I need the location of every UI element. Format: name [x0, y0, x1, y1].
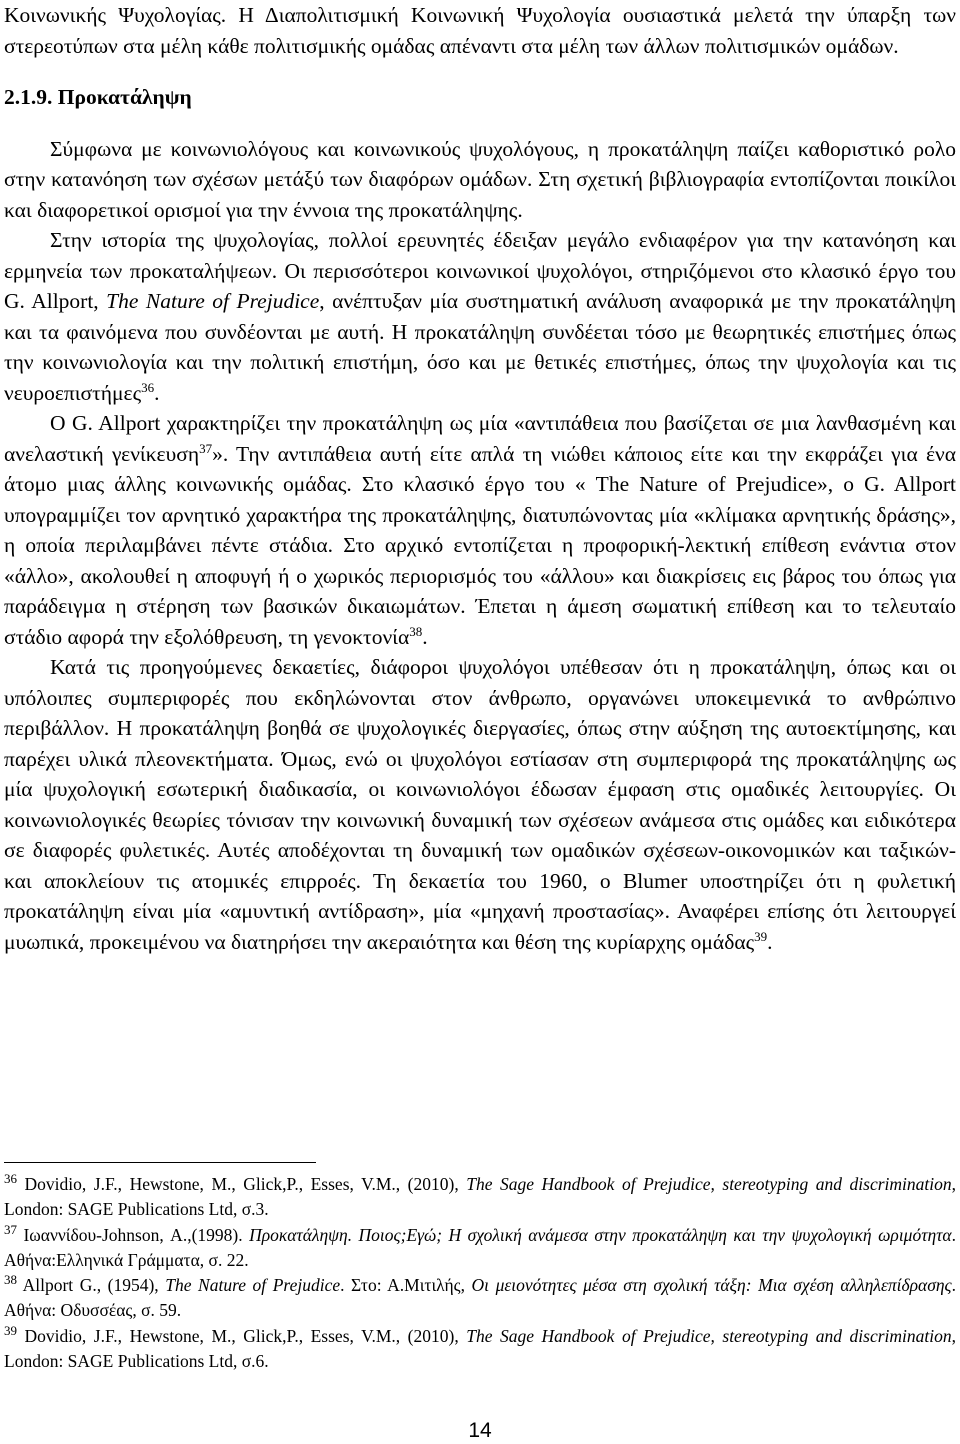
- paragraph-4: [4, 652, 956, 957]
- paragraph-1: Σύμφωνα με κοινωνιολόγους και κοινωνικούς ψυχολόγους, η προκατάληψη παίζει καθοριστικό ρολο στην κατανόηση των σχέσων μετάξύ των διαφόρων ομάδων. Στη σχετική βιβλιογραφία εντοπίζονται ποικίλοι και διαφορετικοί ορισμοί για την έννοια της προκατάληψης.: [4, 136, 956, 222]
- footnote-ref-37[interactable]: 37: [199, 440, 213, 456]
- page-number: 14: [468, 1419, 492, 1442]
- paragraph-end: .: [422, 624, 428, 649]
- footnote-36: [4, 1172, 956, 1223]
- footnote-authors: Dovidio, J.F., Hewstone, M., Glick,P., Esses, V.M., (2010),: [17, 1174, 467, 1194]
- footnote-number: 38: [4, 1272, 17, 1288]
- footnote-number: 37: [4, 1221, 17, 1237]
- paragraph-3-text: Ο G. Allport χαρακτηρίζει την προκατάληψη ως μία «αντιπάθεια που βασίζεται σε μια λανθασμένη και ανελαστική γενίκευση: [4, 411, 956, 466]
- footnote-separator: [4, 1162, 316, 1163]
- footnotes: [4, 1172, 956, 1374]
- body-text: [4, 0, 956, 957]
- footnote-publisher: , London: SAGE Publications Ltd, σ.6.: [4, 1325, 957, 1372]
- paragraph-3: [4, 408, 956, 652]
- footnote-title: Οι μειονότητες μέσα στη σχολική τάξη: Μια σχέση αλληλεπίδρασης: [471, 1275, 952, 1296]
- intro-paragraph: Κοινωνικής Ψυχολογίας. Η Διαπολιτισμική Κοινωνική Ψυχολογία ουσιαστικά μελετά την ύπαρξη των στερεοτύπων στα μέλη κάθε πολιτισμικής ομάδας απέναντι στα μέλη των άλλων πολιτισμικών ομάδων.: [4, 3, 956, 58]
- footnote-title: The Nature of Prejudice: [165, 1275, 341, 1296]
- paragraph-end: .: [767, 929, 773, 954]
- paragraph-2-text: , ανέπτυξαν μία συστηματική ανάλυση αναφορικά με την προκατάληψη και τα φαινόμενα που συνδέονται με αυτή. Η προκατάληψη συνδέεται τόσο με θεωρητικές επιστήμες όπως την κοινωνιολογία και την πολιτική επιστήμη, όσο και με θετικές επιστήμες, όπως την ψυχολογία και τις νευροεπιστήμες: [4, 289, 956, 405]
- footnote-title: Προκατάληψη. Ποιος;Εγώ; Η σχολική ανάμεσα στην προκατάληψη και την ψυχολογική ωριμότητα: [249, 1224, 952, 1245]
- footnote-38: [4, 1273, 956, 1324]
- footnote-authors: Allport G., (1954),: [17, 1275, 166, 1296]
- paragraph-2-text: Στην ιστορία της ψυχολογίας, πολλοί ερευνητές έδειξαν μεγάλο ενδιαφέρον για την κατανόηση και ερμηνεία των προκαταλήψεων. Οι περισσότεροι κοινωνικοί ψυχολόγοι, στηριζόμενοι στο κλασικό έργο του G. Allport,: [4, 228, 956, 313]
- footnote-publisher: . Αθήνα:Ελληνικά Γράμματα, σ. 22.: [4, 1224, 956, 1270]
- footnote-ref-38[interactable]: 38: [409, 623, 423, 639]
- footnote-publisher: . Αθήνα: Οδυσσέας, σ. 59.: [4, 1275, 957, 1321]
- section-heading: 2.1.9. Προκατάληψη: [4, 85, 192, 109]
- paragraph-4-text: Κατά τις προηγούμενες δεκαετίες, διάφοροι ψυχολόγοι υπέθεσαν ότι η προκατάληψη, όπως και οι υπόλοιπες συμπεριφορές που εκδηλώνονται στον άνθρωπο, οργανώνει υποκειμενικά το ανθρώπινο περιβάλλον. Η προκατάληψη βοηθά σε ψυχολογικές διεργασίες, όπως στην αύξηση της αυτοεκτίμησης, και παρέχει υλικά πλεονεκτήματα. Όμως, ενώ οι ψυχολόγοι εστίασαν στη συμπεριφορά της προκατάληψης ως μία ψυχολογική εσωτερική διαδικασία, οι κοινωνιολόγοι έδωσαν έμφαση στις ομαδικές λειτουργίες. Οι κοινωνιολογικές θεωρίες τόνισαν την κοινωνική δυναμική των σχέσεων ανάμεσα στις ομάδες και ειδικότερα σε διαφορές φυλετικές. Αυτές αποδέχονται τη δυναμική των ομαδικών σχέσεων-οικονομικών και ταξικών- και αποκλείουν τις ατομικές επιρροές. Τη δεκαετία του 1960, ο Blumer υποστηρίζει ότι η φυλετική προκατάληψη είναι μία «αμυντική αντίδραση», μία «μηχανή προστασίας». Αναφέρει επίσης ότι λειτουργεί μυωπικά, προκειμένου να διατηρήσει την ακεραιότητα και θέση της κυρίαρχης ομάδας: [4, 655, 956, 954]
- footnote-39: [4, 1324, 956, 1375]
- paragraph-end: .: [154, 380, 160, 405]
- paragraph-2: [4, 225, 956, 408]
- footnote-title: The Sage Handbook of Prejudice, stereotyping and discrimination: [466, 1325, 952, 1346]
- footnote-ref-36[interactable]: 36: [141, 379, 155, 395]
- footnote-publisher: , London: SAGE Publications Ltd, σ.3.: [4, 1174, 957, 1220]
- paragraph-3-text: ». Την αντιπάθεια αυτή είτε απλά τη νιώθει κάποιος είτε και την εκφράζει για ένα άτομο μιας άλλης κοινωνικής ομάδας. Στο κλασικό έργο του « The Nature of Prejudice», ο G. Allport υπογραμμίζει τον αρνητικό χαρακτήρα της προκατάληψης, διατυπώνοντας μία «κλίμακα αρνητικής δράσης», η οποία περιλαμβάνει πέντε στάδια. Στο αρχικό εντοπίζεται η προφορική-λεκτική επίθεση ενάντια στον «άλλο», ακολουθεί η αποφυγή ή ο χωρικός περιορισμός του «άλλου» και διακρίσεις εις βάρος του όπως για παράδειγμα η στέρηση των βασικών δικαιωμάτων. Έπεται η άμεση σωματική επίθεση και το τελευταίο στάδιο αφορά την εξολόθρευση, τη γενοκτονία: [4, 441, 956, 649]
- footnote-ref-39[interactable]: 39: [754, 928, 768, 944]
- footnote-authors: Ιωαννίδου-Johnson, Α.,(1998).: [17, 1224, 250, 1245]
- footnote-number: 39: [4, 1322, 17, 1338]
- footnote-title: The Sage Handbook of Prejudice, stereotyping and discrimination: [466, 1174, 952, 1194]
- footnote-authors: Dovidio, J.F., Hewstone, M., Glick,P., Esses, V.M., (2010),: [17, 1325, 467, 1346]
- footnote-37: [4, 1223, 956, 1274]
- footnote-connector: . Στο: Α.Μιτιλής,: [340, 1275, 472, 1296]
- book-title: The Nature of Prejudice: [106, 289, 320, 313]
- footnote-number: 36: [4, 1171, 17, 1187]
